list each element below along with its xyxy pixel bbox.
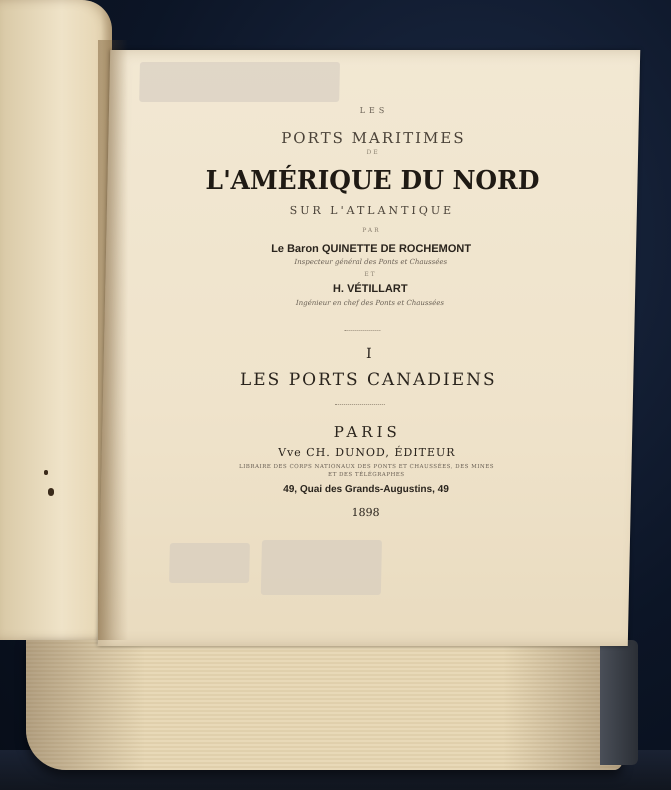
- title-amerique-du-nord: L'AMÉRIQUE DU NORD: [205, 166, 540, 196]
- title-les: LES: [359, 106, 389, 115]
- faded-stamp: [261, 540, 382, 595]
- volume-number: I: [365, 346, 372, 362]
- title-ports-maritimes: PORTS MARITIMES: [281, 129, 466, 147]
- ornament-rule: [335, 404, 385, 405]
- imprint-publisher: Vve CH. DUNOD, ÉDITEUR: [277, 446, 456, 459]
- title-sur-atlantique: SUR L'ATLANTIQUE: [289, 204, 455, 217]
- imprint-publisher-line-1: LIBRAIRE DES CORPS NATIONAUX DES PONTS ET CHAUSSÉES, DES MINES: [238, 464, 495, 470]
- author-2: H. VÉTILLART: [332, 283, 408, 295]
- gutter-shadow: [98, 40, 128, 640]
- imprint-year: 1898: [351, 506, 380, 519]
- imprint-publisher-line-2: ET DES TÉLÉGRAPHES: [328, 472, 405, 478]
- faded-stamp: [169, 543, 250, 583]
- imprint-address: 49, Quai des Grands-Augustins, 49: [283, 484, 449, 495]
- book-cover-edge: [600, 640, 638, 765]
- left-page: [0, 0, 112, 640]
- title-page: [98, 50, 640, 646]
- author-1: Le Baron QUINETTE DE ROCHEMONT: [271, 243, 472, 255]
- title-de: DE: [366, 149, 380, 156]
- author-2-role: Ingénieur en chef des Ponts et Chaussées: [295, 299, 445, 307]
- volume-title: LES PORTS CANADIENS: [239, 370, 497, 390]
- paper-spot: [44, 470, 48, 475]
- paper-spot: [48, 488, 54, 496]
- author-1-role: Inspecteur général des Ponts et Chaussées: [294, 258, 448, 266]
- by-line-par: PAR: [362, 227, 381, 234]
- by-line-et: ET: [364, 271, 377, 278]
- ornament-rule: [344, 330, 380, 331]
- imprint-city: PARIS: [333, 423, 401, 441]
- faded-stamp: [139, 62, 340, 102]
- page-edges-shade: [26, 640, 622, 770]
